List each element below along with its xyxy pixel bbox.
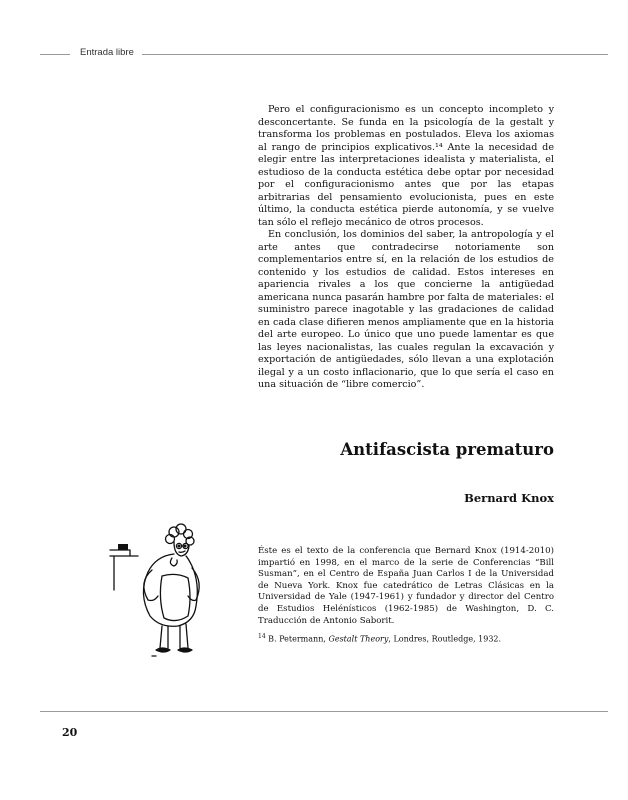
body-text (258, 104, 554, 392)
footnote-title: Gestalt Theory (328, 634, 389, 644)
article-intro: Éste es el texto de la conferencia que Bernard Knox (1914-2010) impartió en 1998, en el marco de la serie de Conferencias “Bill Susman”, en el Centro de España Juan Carlos I de la Universidad de Nueva York. Knox fue catedrático de Letras Clásicas en la Universidad de Yale (1947-1961) y fundador y director del Centro de Estudios Helénísticos (1962-1985) de Washington, D. C. Traducción de Antonio Saborit. (258, 546, 554, 626)
footnote (258, 633, 554, 644)
footnote-number: 14 (258, 633, 266, 640)
body-paragraph-2: En conclusión, los dominios del saber, la antropología y el arte antes que contradecirse notoriamente son complementarios entre sí, en la relación de los estudios de contenido y los estudios de calidad. Estos intereses en apariencia rivales a los que concierne la antigüedad americana nunca pasarán hambre por falta de materiales: el suministro parece inagotable y las gradaciones de calidad en cada clase difieren menos ampliamente que en la historia del arte europeo. Lo único que uno puede lamentar es que las leyes nacionalistas, las cuales regulan la excavación y exportación de antigüedades, sólo llevan a una explotación ilegal y a un costo inflacionario, que lo que sería el caso en una situación de “libre comercio”. (258, 229, 554, 390)
header-rule-left (40, 54, 70, 55)
article-title: Antifascista prematuro (340, 440, 554, 459)
article-author: Bernard Knox (464, 491, 554, 505)
section-label: Entrada libre (80, 47, 134, 58)
page-number: 20 (62, 726, 78, 739)
header-rule-right (142, 54, 608, 55)
footer-rule (40, 711, 608, 712)
body-paragraph-1: Pero el configuracionismo es un concepto incompleto y desconcertante. Se funda en la psicología de la gestalt y transforma los problemas en postulados. Eleva los axiomas al rango de principios explicativos.¹⁴ Ante la necesidad de elegir entre las interpretaciones idealista y materialista, el estudioso de la conducta estética debe optar por necesidad por el configuracionismo antes que por las etapas arbitrarias del pensamiento evolucionista, pues en este último, la conducta estética pierde autonomía, y se vuelve tan sólo el reflejo mecánico de otros procesos. (258, 104, 554, 228)
footnote-text-after: , Londres, Routledge, 1932. (388, 634, 502, 644)
footnote-text-before: B. Petermann, (265, 634, 329, 644)
woman-cartoon-illustration (108, 520, 208, 660)
